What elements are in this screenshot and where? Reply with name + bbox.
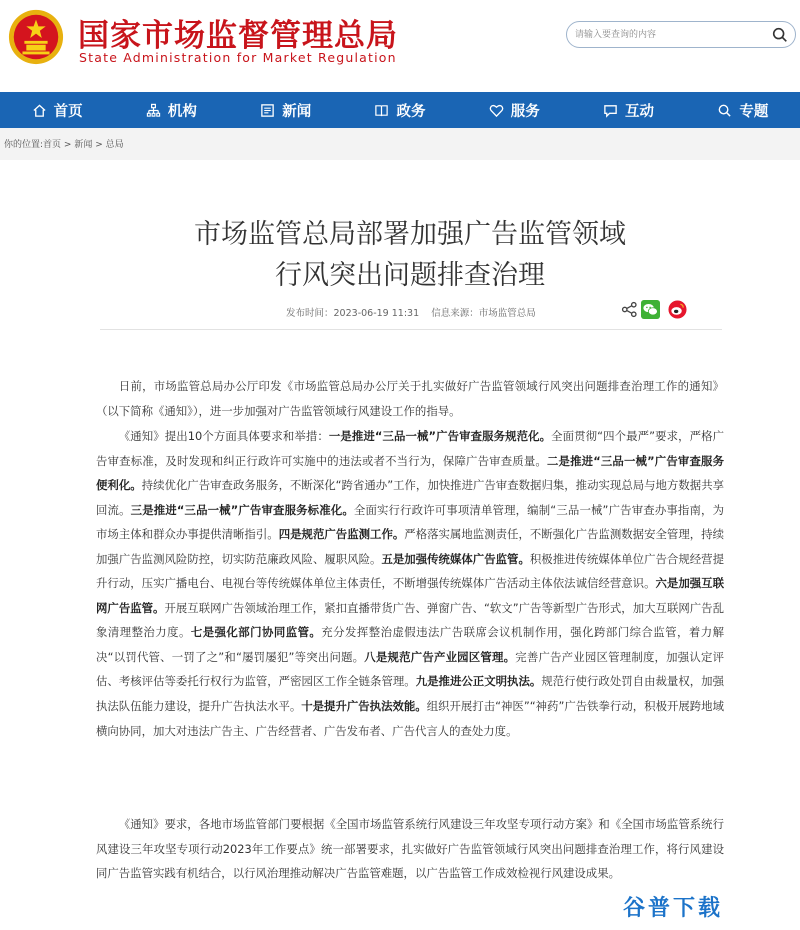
paragraph-text: 全面贯彻“四个最严”要求，严格广告审查标准，及时发现和纠正行政许可实施中的违法或者不当行为，保障广告审查质量。 bbox=[96, 429, 724, 468]
measure-heading: 八是规范广告产业园区管理。 bbox=[364, 649, 516, 664]
book-icon bbox=[374, 103, 389, 118]
breadcrumb-prefix: 你的位置: bbox=[4, 140, 44, 150]
nav-label: 政务 bbox=[396, 103, 426, 120]
measure-heading: 七是强化部门协同监管。 bbox=[190, 625, 322, 640]
breadcrumb-news[interactable]: 新闻 bbox=[74, 140, 93, 150]
watermark-text: 谷普下载 bbox=[623, 896, 724, 921]
paragraph-text: 完善广告产业园区管理制度，加强认定评估、考核评估等委托行权行为监管，严密园区工作全链条管理。 bbox=[96, 649, 724, 689]
main-nav bbox=[0, 92, 800, 128]
article-paragraph-1: 日前，市场监管总局办公厅印发《市场监管总局办公厅关于扎实做好广告监管领域行风突出问题排查治理工作的通知》（以下简称《通知》），进一步加强对广告监管领域行风建设工作的指导。 bbox=[96, 379, 724, 418]
breadcrumb-home[interactable]: 首页 bbox=[43, 140, 62, 150]
search-box[interactable] bbox=[566, 21, 796, 48]
article-panel bbox=[0, 160, 800, 930]
measure-heading: 五是加强传统媒体广告监管。 bbox=[381, 551, 530, 566]
nav-label: 新闻 bbox=[282, 103, 312, 120]
measure-heading: 九是推进公正文明执法。 bbox=[415, 674, 542, 689]
measure-heading: 六是加强互联网广告监管。 bbox=[96, 576, 724, 615]
paragraph-text: 《通知》提出10个方面具体要求和举措： bbox=[118, 429, 329, 443]
article-paragraph-3: 《通知》要求，各地市场监管部门要根据《全国市场监管系统行风建设三年攻坚专项行动方案》和《全国市场监管系统行风建设三年攻坚专项行动2023年工作要点》统一部署要求，扎实做好广告监管领域行风突出问题排查治理工作，将行风建设同广告监管实践有机结合，以行风治理推动解决广告监管难题，以广告监管工作成效检视行风建设成果。 bbox=[96, 817, 724, 881]
wechat-share-icon[interactable] bbox=[641, 300, 660, 319]
title-divider bbox=[100, 329, 722, 330]
search-icon[interactable] bbox=[771, 26, 789, 44]
home-icon bbox=[32, 103, 47, 118]
nav-item-org[interactable] bbox=[114, 92, 228, 128]
paragraph-text: 严格落实属地监测责任，不断强化广告监测数据安全管理，持续加强广告监测风险防控，切实防范廉政风险、履职风险。 bbox=[96, 527, 724, 566]
paragraph-text: 充分发挥整治虚假违法广告联席会议机制作用，强化跨部门综合监管，着力解决“以罚代管、一罚了之”和“屡罚屡犯”等突出问题。 bbox=[96, 625, 724, 664]
paragraph-text: 积极推进传统媒体单位广告合规经营提升行动，压实广播电台、电视台等传统媒体单位主体责任，不断增强传统媒体广告活动主体依法诚信经营意识。 bbox=[96, 551, 724, 591]
source-name: 市场监管总局 bbox=[478, 308, 536, 319]
paragraph-text: 持续优化广告审查政务服务，不断深化“跨省通办”工作，加快推进广告审查数据归集，推动实现总局与地方数据共享回流。 bbox=[96, 478, 724, 517]
nav-label: 机构 bbox=[167, 103, 197, 120]
nav-item-news[interactable] bbox=[229, 92, 343, 128]
weibo-share-icon[interactable] bbox=[668, 300, 687, 319]
measure-heading: 十是提升广告执法效能。 bbox=[301, 699, 427, 714]
search-icon bbox=[717, 103, 732, 118]
national-emblem-icon[interactable] bbox=[7, 8, 65, 66]
paragraph-text: 开展互联网广告领域治理工作，紧扣直播带货广告、弹窗广告、“软文”广告等新型广告形式，加大互联网广告乱象清理整治力度。 bbox=[96, 600, 724, 640]
article-paragraph-2 bbox=[96, 424, 724, 743]
share-icon[interactable] bbox=[620, 300, 639, 319]
paragraph-text: 全面实行行政许可事项清单管理，编制“三品一械”广告审查办事指南，为市场主体和群众办事提供清晰指引。 bbox=[96, 502, 724, 542]
article-meta bbox=[286, 305, 536, 319]
chat-icon bbox=[603, 103, 618, 118]
watermark-logo bbox=[623, 891, 723, 922]
publish-time: 2023-06-19 11:31 bbox=[333, 308, 420, 319]
site-subtitle: State Administration for Market Regulation bbox=[79, 50, 397, 65]
nav-label: 首页 bbox=[53, 103, 83, 120]
nav-item-topics[interactable] bbox=[686, 92, 800, 128]
site-title[interactable]: 国家市场监督管理总局 bbox=[78, 18, 398, 54]
nav-item-interaction[interactable] bbox=[571, 92, 685, 128]
paragraph-text: 组织开展打击“神医”“神药”广告铁拳行动，积极开展跨地域横向协同，加大对违法广告主、广告经营者、广告发布者、广告代言人的查处力度。 bbox=[96, 699, 724, 738]
search-input[interactable] bbox=[575, 26, 765, 44]
nav-label: 互动 bbox=[625, 103, 655, 120]
nav-item-affairs[interactable] bbox=[343, 92, 457, 128]
news-icon bbox=[260, 103, 275, 118]
publish-label: 发布时间： bbox=[286, 308, 334, 319]
article-title-line2: 行风突出问题排查治理 bbox=[275, 260, 545, 291]
nav-item-service[interactable] bbox=[457, 92, 571, 128]
nav-label: 服务 bbox=[510, 103, 540, 120]
site-header bbox=[0, 0, 800, 92]
source-label: 信息来源： bbox=[431, 308, 479, 319]
nav-item-home[interactable] bbox=[0, 92, 114, 128]
measure-heading: 二是推进“三品一械”广告审查服务便利化。 bbox=[96, 453, 724, 493]
measure-heading: 一是推进“三品一械”广告审查服务规范化。 bbox=[328, 429, 552, 443]
paragraph-text: 规范行使行政处罚自由裁量权，加强执法队伍能力建设，提升广告执法水平。 bbox=[96, 674, 724, 714]
measure-heading: 四是规范广告监测工作。 bbox=[278, 527, 405, 542]
breadcrumb-hq[interactable]: 总局 bbox=[105, 140, 124, 150]
article-title-line1: 市场监管总局部署加强广告监管领域 bbox=[194, 219, 626, 250]
nav-label: 专题 bbox=[739, 103, 769, 120]
org-icon bbox=[146, 103, 161, 118]
measure-heading: 三是推进“三品一械”广告审查服务标准化。 bbox=[130, 502, 354, 517]
heart-icon bbox=[489, 103, 504, 118]
breadcrumb: 你的位置:首页 > 新闻 > 总局 bbox=[4, 140, 124, 150]
